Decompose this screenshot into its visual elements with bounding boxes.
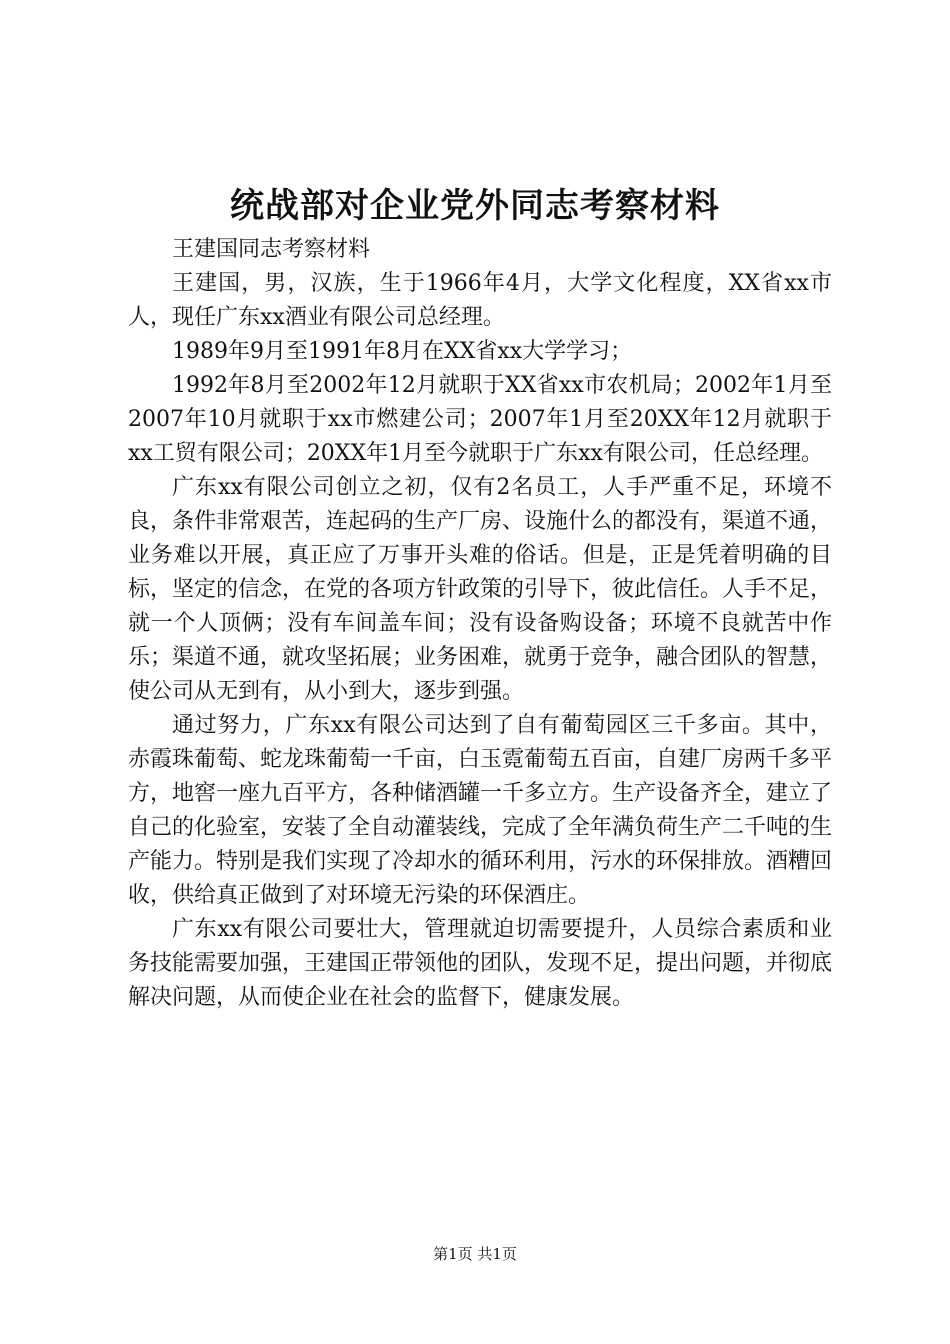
paragraph-work-history: 1992年8月至2002年12月就职于XX省xx市农机局；2002年1月至2007年10月就职于xx市燃建公司；2007年1月至20XX年12月就职于xx工贸有限公司；20XX年1月至今就职于广东xx有限公司，任总经理。 <box>128 373 832 466</box>
paragraph-company-founding: 广东xx有限公司创立之初，仅有2名员工，人手严重不足，环境不良，条件非常艰苦，连起码的生产厂房、设施什么的都没有，渠道不通，业务难以开展，真正应了万事开头难的俗话。但是，正是凭着明确的目标，坚定的信念，在党的各项方针政策的引导下，彼此信任。人手不足，就一个人顶俩；没有车间盖车间；没有设备购设备；环境不良就苦中作乐；渠道不通，就攻坚拓展；业务困难，就勇于竞争，融合团队的智慧，使公司从无到有，从小到大，逐步到强。 <box>128 475 833 704</box>
page-footer: 第1页 共1页 <box>433 1245 517 1263</box>
document-title: 统战部对企业党外同志考察材料 <box>230 186 720 226</box>
paragraph-education: 1989年9月至1991年8月在XX省xx大学学习； <box>172 339 633 364</box>
paragraph-achievements: 通过努力，广东xx有限公司达到了自有葡萄园区三千多亩。其中，赤霞珠葡萄、蛇龙珠葡萄一千亩，白玉霓葡萄五百亩，自建厂房两千多平方，地窖一座九百平方，各种储酒罐一千多立方。生产设备齐全，建立了自己的化验室，安装了全自动灌装线，完成了全年满负荷生产二千吨的生产能力。特别是我们实现了冷却水的循环利用，污水的环保排放。酒糟回收，供给真正做到了对环境无污染的环保酒庄。 <box>128 713 833 908</box>
paragraph-outlook: 广东xx有限公司要壮大，管理就迫切需要提升，人员综合素质和业务技能需要加强，王建国正带领他的团队，发现不足，提出问题，并彻底解决问题，从而使企业在社会的监督下，健康发展。 <box>128 917 833 1010</box>
paragraph-basic-info: 王建国，男，汉族，生于1966年4月，大学文化程度，XX省xx市人，现任广东xx酒业有限公司总经理。 <box>128 271 832 330</box>
document-body <box>128 233 832 1015</box>
paragraph-subtitle: 王建国同志考察材料 <box>172 237 371 262</box>
